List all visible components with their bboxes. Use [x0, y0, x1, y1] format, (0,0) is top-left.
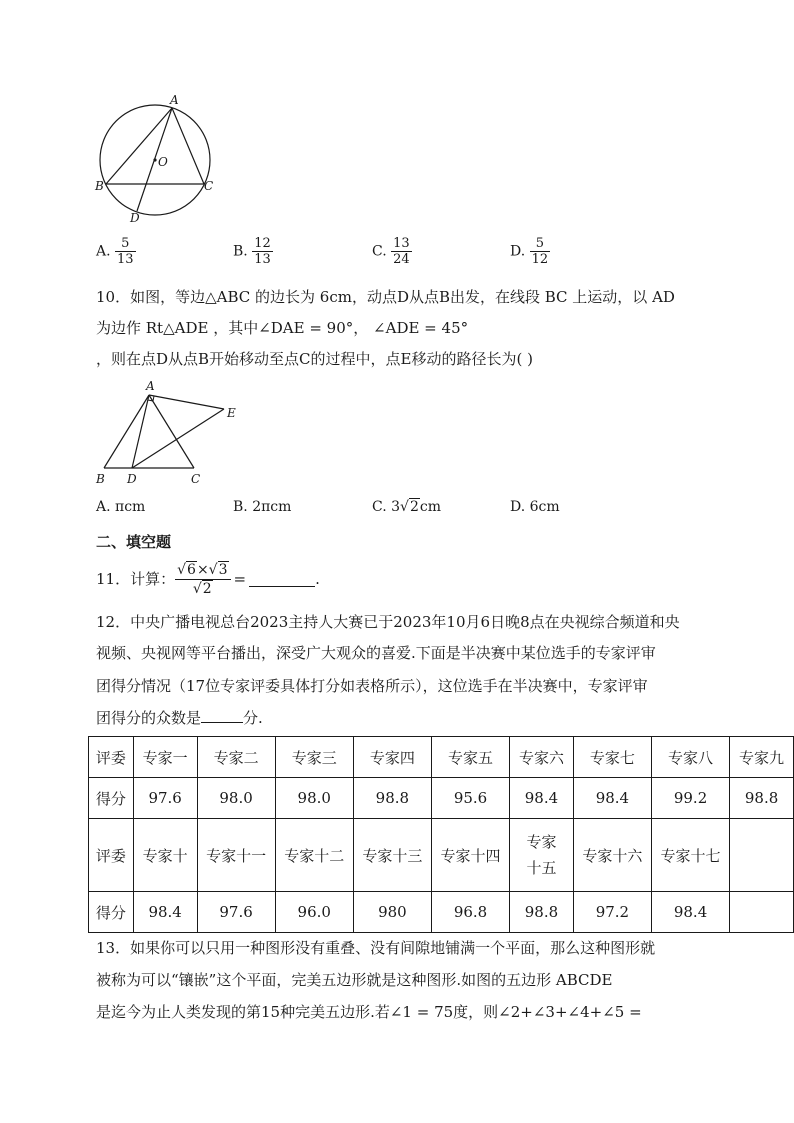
label-c: C [204, 179, 214, 193]
label-a: A [170, 93, 179, 107]
segment-ac [172, 108, 204, 184]
table-cell [730, 892, 794, 933]
table-cell: 98.0 [275, 778, 353, 819]
table-cell: 评委 [89, 737, 134, 778]
table-cell: 专家七 [573, 737, 651, 778]
table-cell: 98.8 [510, 892, 574, 933]
q12-line2: 视频、央视网等平台播出，深受广大观众的喜爱.下面是半决赛中某位选手的专家评审 [96, 644, 656, 662]
q12-answer-blank[interactable] [201, 708, 243, 723]
table-row [89, 819, 794, 892]
table-cell: 98.4 [573, 778, 651, 819]
section-title: 二、填空题 [96, 533, 172, 551]
q12-line4: 团得分的众数是 分. [96, 709, 263, 727]
q10-option-c: C. 3√2cm [372, 499, 441, 515]
q9-option-a: A. $\frac{5}{13}$ [96, 236, 134, 267]
segment-ab [106, 108, 172, 184]
q12-line1: 12．中央广播电视总台2023主持人大赛已于2023年10月6日晚8点在央视综合频道和央 [96, 613, 680, 631]
table-cell: 得分 [89, 778, 134, 819]
q11-answer-blank[interactable] [249, 572, 315, 587]
segment-ae [149, 395, 224, 409]
q10-option-d: D. 6cm [510, 499, 560, 515]
q12-line3: 团得分情况（17位专家评委具体打分如表格所示），这位选手在半决赛中，专家评审 [96, 677, 648, 695]
q9-circle-figure [92, 92, 222, 227]
table-cell: 专家十二 [275, 819, 353, 892]
table-cell: 专家一 [133, 737, 197, 778]
q10-option-a: A. πcm [96, 499, 146, 515]
center-point [153, 158, 156, 161]
table-cell: 专家十 [133, 819, 197, 892]
segment-ad [132, 395, 149, 468]
table-row [89, 778, 794, 819]
table-cell: 98.8 [353, 778, 431, 819]
q10-option-b: B. 2πcm [233, 499, 292, 515]
table-cell: 专家十三 [353, 819, 431, 892]
table-cell: 专家 十五 [510, 819, 574, 892]
q9-option-c: C. $\frac{13}{24}$ [372, 236, 410, 267]
table-cell: 专家十四 [431, 819, 509, 892]
table-cell: 97.6 [197, 892, 275, 933]
table-cell: 专家四 [353, 737, 431, 778]
table-cell: 99.2 [651, 778, 729, 819]
table-cell: 97.2 [573, 892, 651, 933]
label-a: A [146, 379, 155, 393]
table-cell: 98.4 [651, 892, 729, 933]
q13-line1: 13．如果你可以只用一种图形没有重叠、没有间隙地铺满一个平面，那么这种图形就 [96, 939, 656, 957]
table-cell: 专家五 [431, 737, 509, 778]
table-cell: 98.0 [197, 778, 275, 819]
label-d: D [127, 472, 137, 486]
q10-line2: 为边作 Rt△ADE ，其中∠DAE = 90°， ∠ADE = 45° [96, 319, 469, 337]
table-cell: 96.0 [275, 892, 353, 933]
table-cell [730, 819, 794, 892]
table-cell: 95.6 [431, 778, 509, 819]
table-cell: 得分 [89, 892, 134, 933]
label-b: B [96, 472, 105, 486]
q13-line3: 是迄今为止人类发现的第15种完美五边形.若∠1 = 75度，则∠2+∠3+∠4+∠5 = [96, 1003, 642, 1021]
label-o: O [158, 155, 168, 169]
table-cell: 98.4 [510, 778, 574, 819]
table-cell: 96.8 [431, 892, 509, 933]
label-e: E [227, 406, 236, 420]
table-row [89, 892, 794, 933]
label-d: D [130, 211, 140, 225]
score-table [88, 736, 794, 933]
q10-triangle-figure [94, 375, 244, 487]
table-cell: 980 [353, 892, 431, 933]
table-cell: 评委 [89, 819, 134, 892]
q10-line1: 10．如图，等边△ABC 的边长为 6cm，动点D从点B出发，在线段 BC 上运动，以 AD [96, 288, 675, 306]
table-cell: 专家三 [275, 737, 353, 778]
segment-ac [149, 395, 194, 468]
table-row [89, 737, 794, 778]
table-cell: 97.6 [133, 778, 197, 819]
q9-option-d: D. $\frac{5}{12}$ [510, 236, 549, 267]
label-b: B [95, 179, 104, 193]
q10-line3: ，则在点D从点B开始移动至点C的过程中，点E移动的路径长为( ) [96, 350, 533, 368]
table-cell: 专家八 [651, 737, 729, 778]
table-cell: 专家十一 [197, 819, 275, 892]
table-cell: 专家十七 [651, 819, 729, 892]
table-cell: 专家九 [730, 737, 794, 778]
table-cell: 专家十六 [573, 819, 651, 892]
table-cell: 专家二 [197, 737, 275, 778]
q9-option-b: B. $\frac{12}{13}$ [233, 236, 271, 267]
q11-expression: 11．计算： $\frac{√6\times√3}{√2}$ = . [96, 561, 320, 597]
segment-ab [104, 395, 149, 468]
table-cell: 98.8 [730, 778, 794, 819]
label-c: C [191, 472, 201, 486]
q13-line2: 被称为可以“镶嵌”这个平面，完美五边形就是这种图形.如图的五边形 ABCDE [96, 971, 613, 989]
segment-de [132, 409, 224, 468]
table-cell: 专家六 [510, 737, 574, 778]
table-cell: 98.4 [133, 892, 197, 933]
